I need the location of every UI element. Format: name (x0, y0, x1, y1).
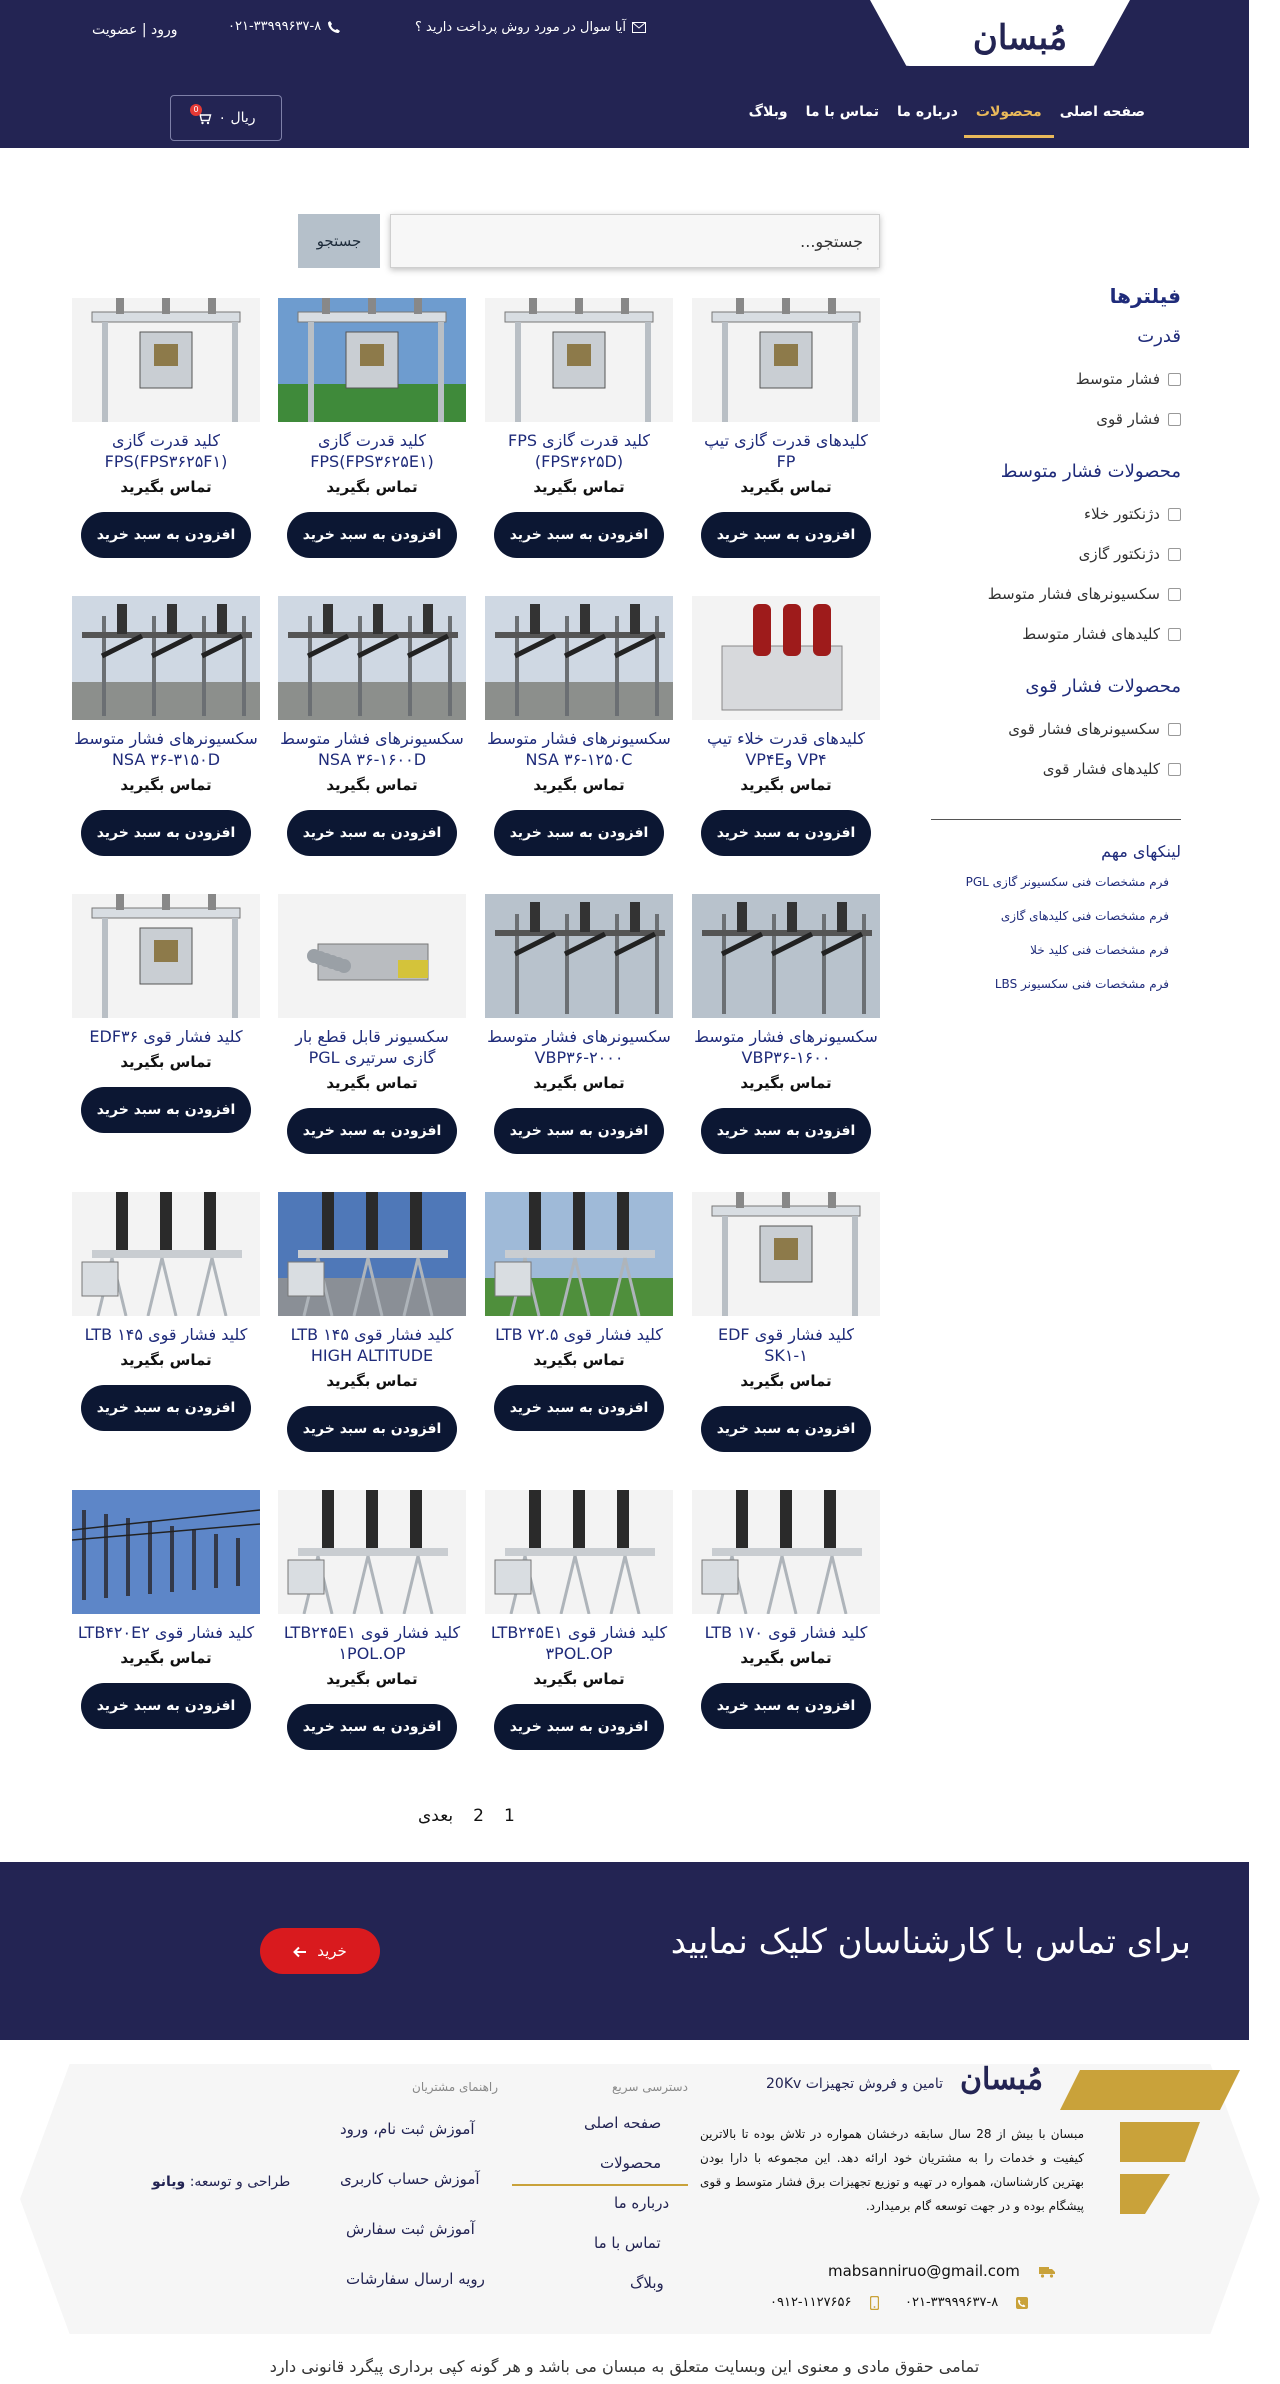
nav-about[interactable]: درباره ما (897, 104, 958, 120)
footer-about-text: مبسان با بیش از 28 سال سابقه درخشان همواره در تلاش بوده تا بالاترین کیفیت و خدمات را به مشتریان خود ارائه دهد. این مجموعه با دارا بودن بهترین کارشناسان، همواره در تهیه و توزیع تجهیزات برق فشار متوسط و قوی پیشگام بوده و در جهت توسعه گام برمیدارد. (700, 2127, 1084, 2213)
product-price: تماس بگیرید (740, 776, 832, 794)
filter-option-label: سکسیونرهای فشار قوی (1008, 720, 1160, 738)
filter-option[interactable] (931, 399, 1181, 439)
product-image[interactable] (278, 298, 466, 422)
spec-form-link[interactable]: فرم مشخصات فنی سکسیونر گازی PGL (965, 875, 1169, 889)
product-price: تماس بگیرید (326, 1372, 418, 1390)
product-price: تماس بگیرید (740, 478, 832, 496)
filter-option[interactable] (931, 494, 1181, 534)
product-card[interactable] (692, 1192, 880, 1452)
filters-title: فیلترها (1109, 284, 1181, 308)
product-price: تماس بگیرید (120, 1351, 212, 1369)
product-name[interactable]: کلید فشار قوی LTB۴۲۰E۲ (77, 1623, 255, 1642)
product-image[interactable] (278, 596, 466, 720)
add-to-cart-button[interactable]: افزودن به سبد خرید (701, 810, 871, 856)
product-card[interactable] (485, 596, 673, 856)
nav-home[interactable]: صفحه اصلی (1059, 104, 1145, 120)
product-card[interactable] (692, 298, 880, 558)
product-name[interactable]: کلید فشار قوی LTB ۱۴۵ HIGH ALTITUDE (290, 1325, 454, 1365)
checkbox[interactable] (1168, 508, 1181, 521)
add-to-cart-button[interactable]: افزودن به سبد خرید (81, 1385, 251, 1431)
product-card[interactable] (692, 1490, 880, 1729)
product-name[interactable]: کلید فشار قوی EDF SK۱-۱ (718, 1325, 854, 1365)
product-price: تماس بگیرید (533, 1074, 625, 1092)
site-header (0, 0, 1249, 148)
product-image[interactable] (692, 1490, 880, 1614)
product-name[interactable]: کلید فشار قوی EDF۳۶ (89, 1027, 243, 1046)
header-phone[interactable] (228, 19, 341, 34)
product-price: تماس بگیرید (740, 1372, 832, 1390)
product-image[interactable] (485, 894, 673, 1018)
page-2[interactable]: 2 (473, 1806, 484, 1826)
envelope-icon (632, 20, 646, 35)
product-name[interactable]: کلید قدرت گازی FPS(FPS۳۶۲۵F۱) (104, 431, 228, 471)
footer-mobile-text: ۰۹۱۲-۱۱۲۷۶۵۶ (770, 2295, 852, 2310)
product-card[interactable] (72, 894, 260, 1133)
product-card[interactable] (72, 1192, 260, 1431)
cta-text: برای تماس با کارشناسان کلیک نمایید (670, 1922, 1191, 1962)
add-to-cart-button[interactable]: افزودن به سبد خرید (287, 1704, 457, 1750)
product-price: تماس بگیرید (326, 478, 418, 496)
next-page-link[interactable]: بعدی (418, 1806, 454, 1826)
mobile-icon (870, 2295, 879, 2310)
product-image[interactable] (278, 894, 466, 1018)
customer-guide-title: راهنمای مشتریان (412, 2080, 499, 2094)
footer-mobile[interactable] (770, 2295, 879, 2310)
designer-credit[interactable] (152, 2174, 290, 2190)
footer-link-home[interactable]: صفحه اصلی (584, 2114, 662, 2132)
product-price: تماس بگیرید (533, 1351, 625, 1369)
nav-products[interactable]: محصولات (976, 104, 1042, 138)
footer-tagline: تامین و فروش تجهیزات 20Kv (766, 2076, 944, 2092)
product-name[interactable]: سکسیونرهای فشار متوسط NSA ۳۶-۱۶۰۰D (280, 729, 464, 769)
product-name[interactable]: کلیدهای قدرت خلاء تیپ VP۴ وVP۴E (706, 729, 866, 769)
product-image[interactable] (485, 1192, 673, 1316)
footer-logo[interactable]: مُبسان (960, 2062, 1044, 2097)
checkbox[interactable] (1168, 373, 1181, 386)
spec-form-link[interactable]: فرم مشخصات فنی کلیدهای گازی (1000, 909, 1169, 923)
cart-button[interactable] (170, 95, 282, 141)
add-to-cart-button[interactable]: افزودن به سبد خرید (701, 1406, 871, 1452)
product-name[interactable]: کلید فشار قوی LTB ۱۴۵ (84, 1325, 248, 1344)
filter-option-label: سکسیونرهای فشار متوسط (987, 585, 1160, 603)
product-price: تماس بگیرید (740, 1649, 832, 1667)
product-card[interactable] (278, 894, 466, 1154)
guide-link-account[interactable]: آموزش حساب کاربری (340, 2170, 480, 2188)
product-price: تماس بگیرید (120, 1649, 212, 1667)
cart-total: ۰ ریال (218, 110, 256, 126)
product-name[interactable]: سکسیونرهای فشار متوسط NSA ۳۶-۳۱۵۰D (74, 729, 258, 769)
filter-option[interactable] (931, 359, 1181, 399)
product-name[interactable]: کلیدهای قدرت گازی تیپ FP (704, 431, 868, 471)
payment-question (415, 20, 646, 35)
nav-blog[interactable]: وبلاگ (748, 104, 788, 120)
product-price: تماس بگیرید (326, 1074, 418, 1092)
add-to-cart-button[interactable]: افزودن به سبد خرید (701, 1108, 871, 1154)
login-register-link[interactable]: ورود | عضویت (92, 22, 178, 38)
checkbox[interactable] (1168, 588, 1181, 601)
checkbox[interactable] (1168, 628, 1181, 641)
site-logo[interactable]: مُبسان (972, 18, 1068, 58)
product-name[interactable]: کلید قدرت گازی FPS(FPS۳۶۲۵E۱) (310, 431, 434, 471)
filter-option[interactable] (931, 574, 1181, 614)
product-card[interactable] (485, 1490, 673, 1750)
checkbox[interactable] (1168, 763, 1181, 776)
add-to-cart-button[interactable]: افزودن به سبد خرید (494, 512, 664, 558)
product-card[interactable] (485, 1192, 673, 1431)
product-image[interactable] (72, 894, 260, 1018)
filter-option-label: دژنکتور گازی (1078, 545, 1160, 563)
footer-link-products[interactable]: محصولات (600, 2154, 662, 2172)
footer-phone-text: ۰۲۱-۳۳۹۹۹۶۳۷-۸ (905, 2295, 999, 2310)
product-name[interactable]: سکسیونرهای فشار متوسط VBP۳۶-۱۶۰۰ (694, 1027, 878, 1067)
product-card[interactable] (278, 1192, 466, 1452)
filter-option[interactable] (931, 709, 1181, 749)
product-name[interactable]: کلید فشار قوی LTB۲۴۵E۱ ۳POL.OP (490, 1623, 668, 1663)
product-price: تماس بگیرید (533, 1670, 625, 1688)
add-to-cart-button[interactable]: افزودن به سبد خرید (494, 810, 664, 856)
product-price: تماس بگیرید (533, 776, 625, 794)
designer-name: ویانو (152, 2174, 186, 2190)
product-name[interactable]: سکسیونرهای فشار متوسط NSA ۳۶-۱۲۵۰C (487, 729, 671, 769)
copyright-text: تمامی حقوق مادی و معنوی این وبسایت متعلق به مبسان می باشد و هر گونه کپی برداری پیگرد قانونی دارد (269, 2357, 980, 2376)
add-to-cart-button[interactable]: افزودن به سبد خرید (81, 512, 251, 558)
product-price: تماس بگیرید (120, 1053, 212, 1071)
add-to-cart-button[interactable]: افزودن به سبد خرید (81, 1087, 251, 1133)
cta-button-label: خرید (317, 1942, 347, 1960)
spec-form-link[interactable]: فرم مشخصات فنی سکسیونر LBS (994, 977, 1169, 991)
footer-email-text: mabsanniruo@gmail.com (828, 2262, 1020, 2280)
product-price: تماس بگیرید (533, 478, 625, 496)
product-image[interactable] (278, 1192, 466, 1316)
product-price: تماس بگیرید (120, 776, 212, 794)
product-name[interactable]: سکسیونر قابل قطع بار گازی سرتیری PGL (295, 1027, 449, 1067)
product-image[interactable] (72, 1490, 260, 1614)
footer-link-about[interactable]: درباره ما (614, 2194, 670, 2212)
footer-email[interactable] (828, 2262, 1055, 2280)
add-to-cart-button[interactable]: افزودن به سبد خرید (81, 1683, 251, 1729)
page-1[interactable]: 1 (504, 1806, 515, 1826)
add-to-cart-button[interactable]: افزودن به سبد خرید (494, 1385, 664, 1431)
product-card[interactable] (485, 298, 673, 558)
product-image[interactable] (72, 596, 260, 720)
add-to-cart-button[interactable]: افزودن به سبد خرید (81, 810, 251, 856)
add-to-cart-button[interactable]: افزودن به سبد خرید (701, 512, 871, 558)
cart-count-badge: 0 (190, 104, 202, 116)
payment-question-text: آیا سوال در مورد روش پرداخت دارید ؟ (415, 20, 627, 35)
site-footer (0, 2040, 1280, 2384)
footer-link-blog[interactable]: وبلاگ (630, 2274, 664, 2292)
filter-option-label: فشار متوسط (1075, 370, 1160, 388)
filter-option-label: کلیدهای فشار متوسط (1022, 625, 1160, 643)
product-image[interactable] (485, 298, 673, 422)
filters-sidebar (931, 284, 1181, 1011)
phone-icon (327, 19, 341, 34)
sidebar-divider (931, 819, 1181, 820)
nav-contact[interactable]: تماس با ما (805, 104, 880, 120)
guide-link-order[interactable]: آموزش ثبت سفارش (346, 2220, 475, 2238)
product-image[interactable] (278, 1490, 466, 1614)
product-card[interactable] (692, 596, 880, 856)
header-phone-number: ۰۲۱-۳۳۹۹۹۶۳۷-۸ (228, 19, 322, 34)
guide-link-register[interactable]: آموزش ثبت نام، ورود (340, 2120, 475, 2138)
checkbox[interactable] (1168, 413, 1181, 426)
product-card[interactable] (72, 1490, 260, 1729)
product-image[interactable] (485, 596, 673, 720)
footer-link-contact[interactable]: تماس با ما (594, 2234, 661, 2252)
footer-link-underline (512, 2184, 688, 2186)
add-to-cart-button[interactable]: افزودن به سبد خرید (494, 1108, 664, 1154)
product-name[interactable]: کلید فشار قوی LTB ۷۲.۵ (495, 1325, 663, 1344)
product-card[interactable] (72, 596, 260, 856)
designer-prefix: طراحی و توسعه: (189, 2174, 291, 2190)
product-card[interactable] (485, 894, 673, 1154)
filter-group-title: قدرت (1137, 326, 1181, 347)
cta-buy-button[interactable] (260, 1928, 380, 1974)
filter-group-title: محصولات فشار متوسط (1000, 461, 1181, 482)
product-price: تماس بگیرید (326, 776, 418, 794)
add-to-cart-button[interactable]: افزودن به سبد خرید (287, 512, 457, 558)
product-price: تماس بگیرید (120, 478, 212, 496)
filter-option[interactable] (931, 534, 1181, 574)
filter-option-label: فشار قوی (1096, 410, 1160, 428)
product-price: تماس بگیرید (326, 1670, 418, 1688)
add-to-cart-button[interactable]: افزودن به سبد خرید (701, 1683, 871, 1729)
phone-icon (1016, 2295, 1028, 2310)
add-to-cart-button[interactable]: افزودن به سبد خرید (287, 810, 457, 856)
add-to-cart-button[interactable]: افزودن به سبد خرید (287, 1406, 457, 1452)
product-image[interactable] (72, 1192, 260, 1316)
main-nav (749, 104, 1145, 138)
search-input[interactable] (390, 214, 880, 268)
filter-option-label: دژنکتور خلاء (1084, 505, 1160, 523)
filter-option[interactable] (931, 614, 1181, 654)
footer-phone[interactable] (905, 2295, 1028, 2310)
product-name[interactable]: کلید فشار قوی LTB ۱۷۰ (704, 1623, 868, 1642)
product-image[interactable] (692, 596, 880, 720)
footer-brand-emblem (1060, 2070, 1240, 2240)
product-image[interactable] (72, 298, 260, 422)
search-button[interactable]: جستجو (298, 214, 380, 268)
product-name[interactable]: کلید فشار قوی LTB۲۴۵E۱ ۱POL.OP (283, 1623, 461, 1663)
product-card[interactable] (692, 894, 880, 1154)
checkbox[interactable] (1168, 548, 1181, 561)
quick-access-title: دسترسی سریع (612, 2080, 688, 2094)
product-price: تماس بگیرید (740, 1074, 832, 1092)
product-card[interactable] (278, 596, 466, 856)
product-image[interactable] (692, 1192, 880, 1316)
add-to-cart-button[interactable]: افزودن به سبد خرید (287, 1108, 457, 1154)
spec-form-link[interactable]: فرم مشخصات فنی کلید خلا (1030, 943, 1169, 957)
product-name[interactable]: کلید قدرت گازی FPS (FPS۳۶۲۵D) (508, 431, 650, 471)
product-card[interactable] (278, 298, 466, 558)
arrow-left-icon (293, 1942, 307, 1960)
product-name[interactable]: سکسیونرهای فشار متوسط VBP۳۶-۲۰۰۰ (487, 1027, 671, 1067)
product-image[interactable] (692, 298, 880, 422)
product-image[interactable] (692, 894, 880, 1018)
product-card[interactable] (72, 298, 260, 558)
contact-cta-banner (0, 1862, 1249, 2040)
guide-link-shipping[interactable]: رویه ارسال سفارشات (346, 2270, 485, 2288)
product-card[interactable] (278, 1490, 466, 1750)
filter-option[interactable] (931, 749, 1181, 789)
filter-group-title: محصولات فشار قوی (1025, 676, 1181, 697)
pagination (418, 1806, 515, 1826)
product-image[interactable] (485, 1490, 673, 1614)
truck-icon (1039, 2262, 1055, 2280)
filter-option-label: کلیدهای فشار قوی (1042, 760, 1160, 778)
checkbox[interactable] (1168, 723, 1181, 736)
add-to-cart-button[interactable]: افزودن به سبد خرید (494, 1704, 664, 1750)
important-links-title: لینکهای مهم (1101, 842, 1181, 861)
